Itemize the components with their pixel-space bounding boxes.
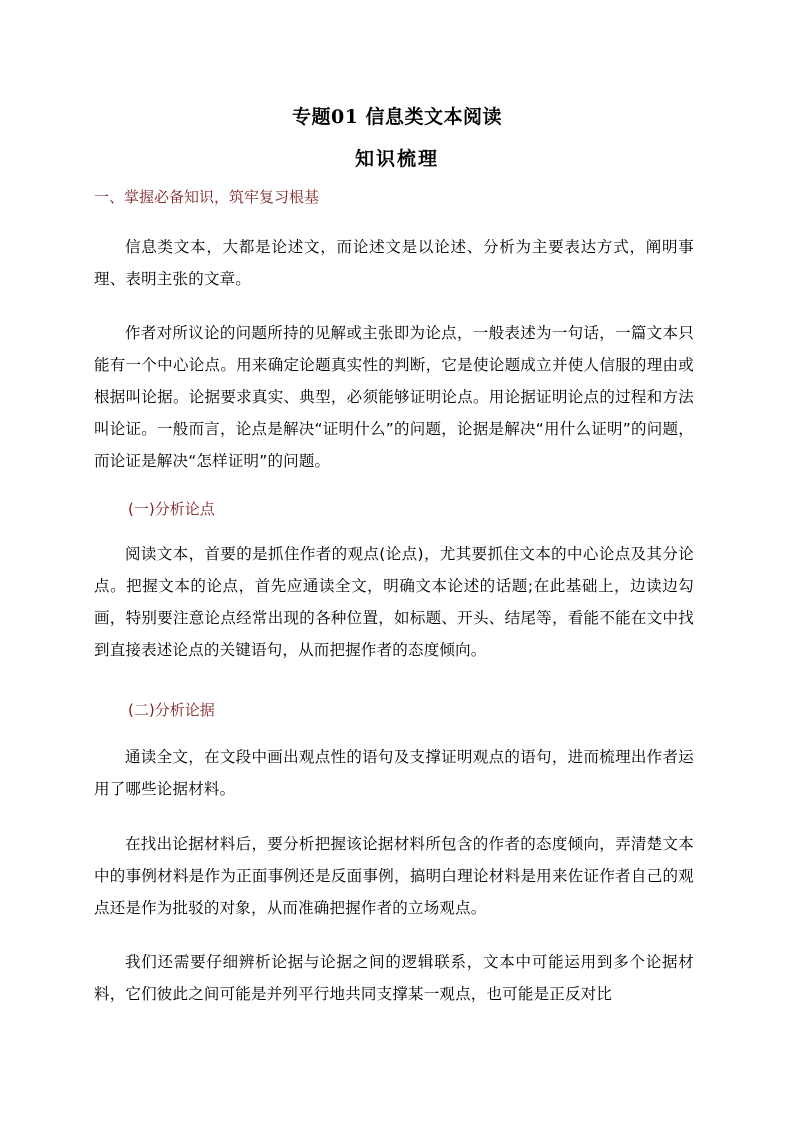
paragraph-analyze-argument: 阅读文本，首要的是抓住作者的观点(论点)，尤其要抓住文本的中心论点及其分论点。把握文本的论点，首先应通读全文，明确文本论述的话题;在此基础上，边读边勾画，特别要注意论点经常出现的各种位置，如标题、开头、结尾等，看能不能在文中找到直接表述论点的关键语句，从而把握作者的态度倾向。 bbox=[94, 545, 694, 659]
page-title: 专题01 信息类文本阅读 bbox=[291, 106, 503, 128]
paragraph-read-through: 通读全文，在文段中画出观点性的语句及支撑证明观点的语句，进而梳理出作者运用了哪些论据材料。 bbox=[94, 748, 694, 798]
paragraph-evidence-attitude: 在找出论据材料后，要分析把握该论据材料所包含的作者的态度倾向，弄清楚文本中的事例材料是作为正面事例还是反面事例，搞明白理论材料是用来佐证作者自己的观点还是作为批驳的对象，从而准确把握作者的立场观点。 bbox=[94, 835, 694, 917]
paragraph-intro: 信息类文本，大都是论述文，而论述文是以论述、分析为主要表达方式，阐明事理、表明主张的文章。 bbox=[94, 238, 694, 288]
paragraph-definitions: 作者对所议论的问题所持的见解或主张即为论点，一般表述为一句话，一篇文本只能有一个中心论点。用来确定论题真实性的判断，它是使论题成立并使人信服的理由或根据叫论据。论据要求真实、典型，必须能够证明论点。用论据证明论点的过程和方法叫论证。一般而言，论点是解决“证明什么”的问题，论据是解决“用什么证明”的问题，而论证是解决“怎样证明”的问题。 bbox=[94, 324, 694, 470]
sub-heading-analyze-evidence: (二)分析论据 bbox=[128, 701, 215, 719]
page-subtitle: 知识梳理 bbox=[354, 148, 439, 170]
section-heading: 一、掌握必备知识，筑牢复习根基 bbox=[94, 188, 320, 206]
sub-heading-analyze-argument: (一)分析论点 bbox=[128, 500, 215, 518]
paragraph-evidence-logic: 我们还需要仔细辨析论据与论据之间的逻辑联系，文本中可能运用到多个论据材料，它们彼此之间可能是并列平行地共同支撑某一观点，也可能是正反对比 bbox=[94, 953, 694, 1003]
